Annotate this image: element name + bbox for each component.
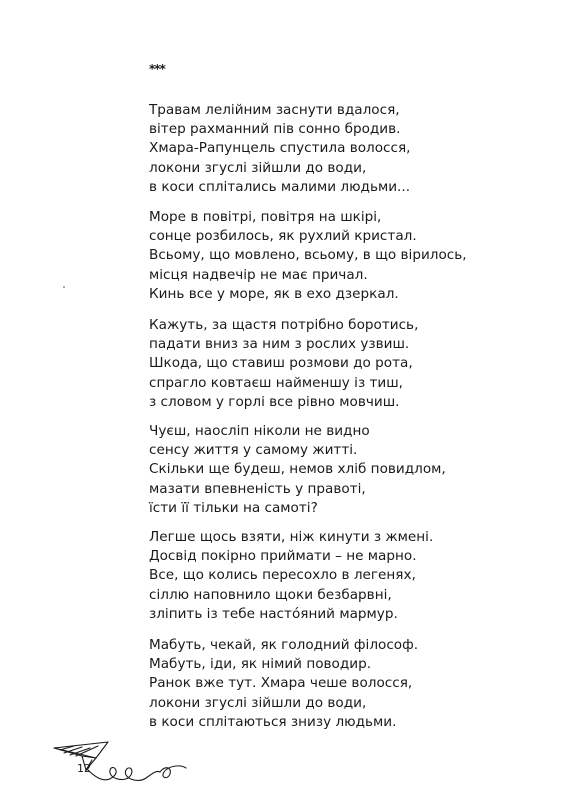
poem-line: Легше щось взяти, ніж кинути з жмені. [149, 529, 434, 545]
stanza-2 [149, 208, 467, 304]
poem-line: Кинь все у море, як в ехо дзеркал. [149, 285, 399, 302]
poem-line: локони згуслі зійшли до води, [149, 159, 367, 176]
poem-line: Хмара-Рапунцель спустила волосся, [149, 140, 411, 157]
poem-line: падати вниз за ним з рослих узвиш. [149, 336, 410, 353]
stanza-1 [149, 101, 411, 197]
poem-line: Скільки ще будеш, немов хліб повидлом, [149, 461, 446, 478]
poem-line: Травам лелійним заснути вдалося, [149, 102, 400, 118]
poem-line: Море в повітрі, повітря на шкірі, [149, 209, 382, 225]
poem-line: Кажуть, за щастя потрібно боротись, [149, 317, 419, 333]
poem-line: Мабуть, чекай, як голодний філософ. [149, 637, 419, 653]
stanza-6 [149, 636, 418, 732]
poem-line: Чуєш, наосліп ніколи не видно [149, 423, 370, 439]
stanza-3 [149, 316, 418, 412]
poem-line: сенсу життя у самому житті. [149, 442, 358, 459]
poem-line: їсти її тільки на самоті? [149, 499, 318, 516]
poem-line: мазати впевненість у правоті, [149, 480, 366, 497]
section-separator: *** [149, 62, 165, 76]
poem-line: з словом у горлі все рівно мовчиш. [149, 393, 400, 410]
poem-line: сонце розбилось, як рухлий кристал. [149, 228, 417, 245]
poem-line: вітер рахманний пів сонно бродив. [149, 121, 401, 138]
poem-line: Досвід покірно приймати – не марно. [149, 548, 417, 565]
print-speck [63, 286, 65, 288]
poem-line: Шкода, що ставиш розмови до рота, [149, 355, 413, 372]
poem-line: Всьому, що мовлено, всьому, в що вірилось, [149, 247, 467, 264]
poem-line: в коси сплітаються знизу людьми. [149, 713, 397, 730]
poem-line: спрагло ковтаєш найменшу із тиш, [149, 374, 404, 391]
stanza-4 [149, 422, 446, 518]
stanza-5 [149, 528, 433, 624]
poem-line: Мабуть, іди, як німий поводир. [149, 656, 372, 673]
poem-line: Ранок вже тут. Хмара чеше волосся, [149, 675, 413, 692]
poem-line: зліпить із тебе настóяний мармур. [149, 605, 398, 622]
poem-line: Все, що колись пересохло в легенях, [149, 567, 416, 584]
poem-line: в коси сплітались малими людьми... [149, 178, 411, 195]
poem-line: сіллю наповнило щоки безбарвні, [149, 586, 392, 603]
poem-line: місця надвечір не має причал. [149, 266, 368, 283]
page-number: 12 [77, 762, 91, 775]
poem-line: локони згуслі зійшли до води, [149, 694, 367, 711]
paper-plane-icon [52, 736, 192, 791]
